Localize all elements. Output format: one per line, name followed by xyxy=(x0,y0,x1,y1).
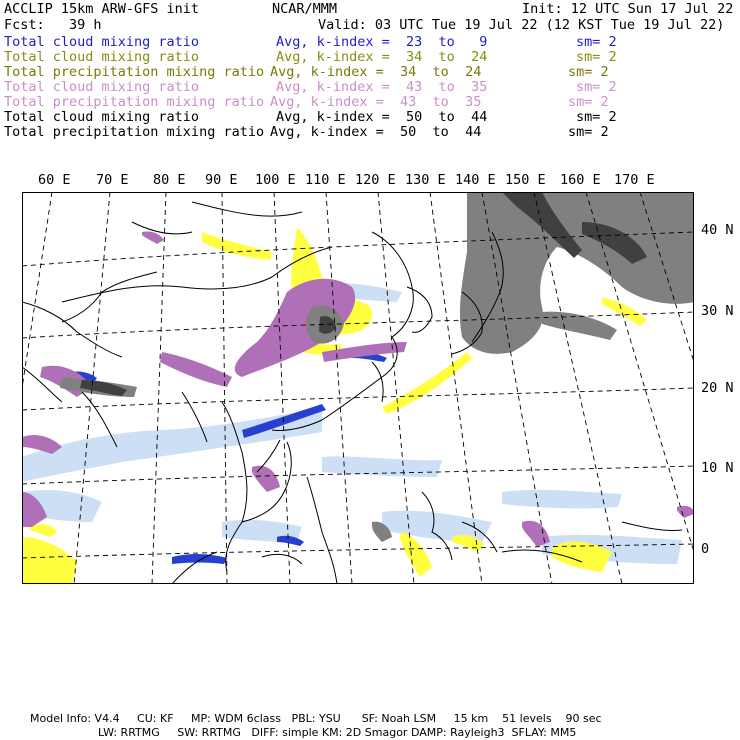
forecast-map xyxy=(22,192,694,584)
lat-label-10n: 10 N xyxy=(701,460,734,476)
org-label: NCAR/MMM xyxy=(272,1,338,17)
legend-field-4: Total cloud mixing ratio xyxy=(4,79,200,95)
lon-label-150e: 150 E xyxy=(505,172,546,188)
lon-label-110e: 110 E xyxy=(305,172,346,188)
lon-label-90e: 90 E xyxy=(205,172,238,188)
lon-label-100e: 100 E xyxy=(255,172,296,188)
legend-avg-5: Avg, k-index = 43 to 35 xyxy=(270,94,482,110)
lon-label-170e: 170 E xyxy=(614,172,655,188)
lon-label-80e: 80 E xyxy=(153,172,186,188)
lon-label-140e: 140 E xyxy=(455,172,496,188)
legend-avg-1: Avg, k-index = 23 to 9 xyxy=(276,34,488,50)
legend-sm-5: sm= 2 xyxy=(568,94,609,110)
legend-field-1: Total cloud mixing ratio xyxy=(4,34,200,50)
lon-label-60e: 60 E xyxy=(38,172,71,188)
lon-label-70e: 70 E xyxy=(96,172,129,188)
legend-avg-2: Avg, k-index = 34 to 24 xyxy=(276,49,488,65)
legend-sm-3: sm= 2 xyxy=(568,64,609,80)
legend-sm-7: sm= 2 xyxy=(568,124,609,140)
lat-label-0: 0 xyxy=(701,541,710,557)
legend-avg-4: Avg, k-index = 43 to 35 xyxy=(276,79,488,95)
legend-sm-4: sm= 2 xyxy=(576,79,617,95)
legend-sm-2: sm= 2 xyxy=(576,49,617,65)
lon-label-120e: 120 E xyxy=(355,172,396,188)
lat-label-30n: 30 N xyxy=(701,303,734,319)
model-info-line2: LW: RRTMG SW: RRTMG DIFF: simple KM: 2D Smagor DAMP: Rayleigh3 SFLAY: MM5 xyxy=(98,726,577,739)
lat-label-20n: 20 N xyxy=(701,380,734,396)
lon-label-130e: 130 E xyxy=(405,172,446,188)
legend-avg-6: Avg, k-index = 50 to 44 xyxy=(276,109,488,125)
legend-avg-7: Avg, k-index = 50 to 44 xyxy=(270,124,482,140)
valid-time: Valid: 03 UTC Tue 19 Jul 22 (12 KST Tue 19 Jul 22) xyxy=(318,17,725,33)
lat-label-40n: 40 N xyxy=(701,222,734,238)
legend-field-7: Total precipitation mixing ratio xyxy=(4,124,265,140)
legend-field-5: Total precipitation mixing ratio xyxy=(4,94,265,110)
legend-field-2: Total cloud mixing ratio xyxy=(4,49,200,65)
legend-field-6: Total cloud mixing ratio xyxy=(4,109,200,125)
legend-avg-3: Avg, k-index = 34 to 24 xyxy=(270,64,482,80)
forecast-hour: Fcst: 39 h xyxy=(4,17,102,33)
model-title: ACCLIP 15km ARW-GFS init xyxy=(4,1,200,17)
init-time: Init: 12 UTC Sun 17 Jul 22 xyxy=(522,1,734,17)
legend-sm-1: sm= 2 xyxy=(576,34,617,50)
legend-field-3: Total precipitation mixing ratio xyxy=(4,64,265,80)
lon-label-160e: 160 E xyxy=(560,172,601,188)
model-info-line1: Model Info: V4.4 CU: KF MP: WDM 6class PBL: YSU SF: Noah LSM 15 km 51 levels 90 sec xyxy=(30,712,602,725)
legend-sm-6: sm= 2 xyxy=(576,109,617,125)
